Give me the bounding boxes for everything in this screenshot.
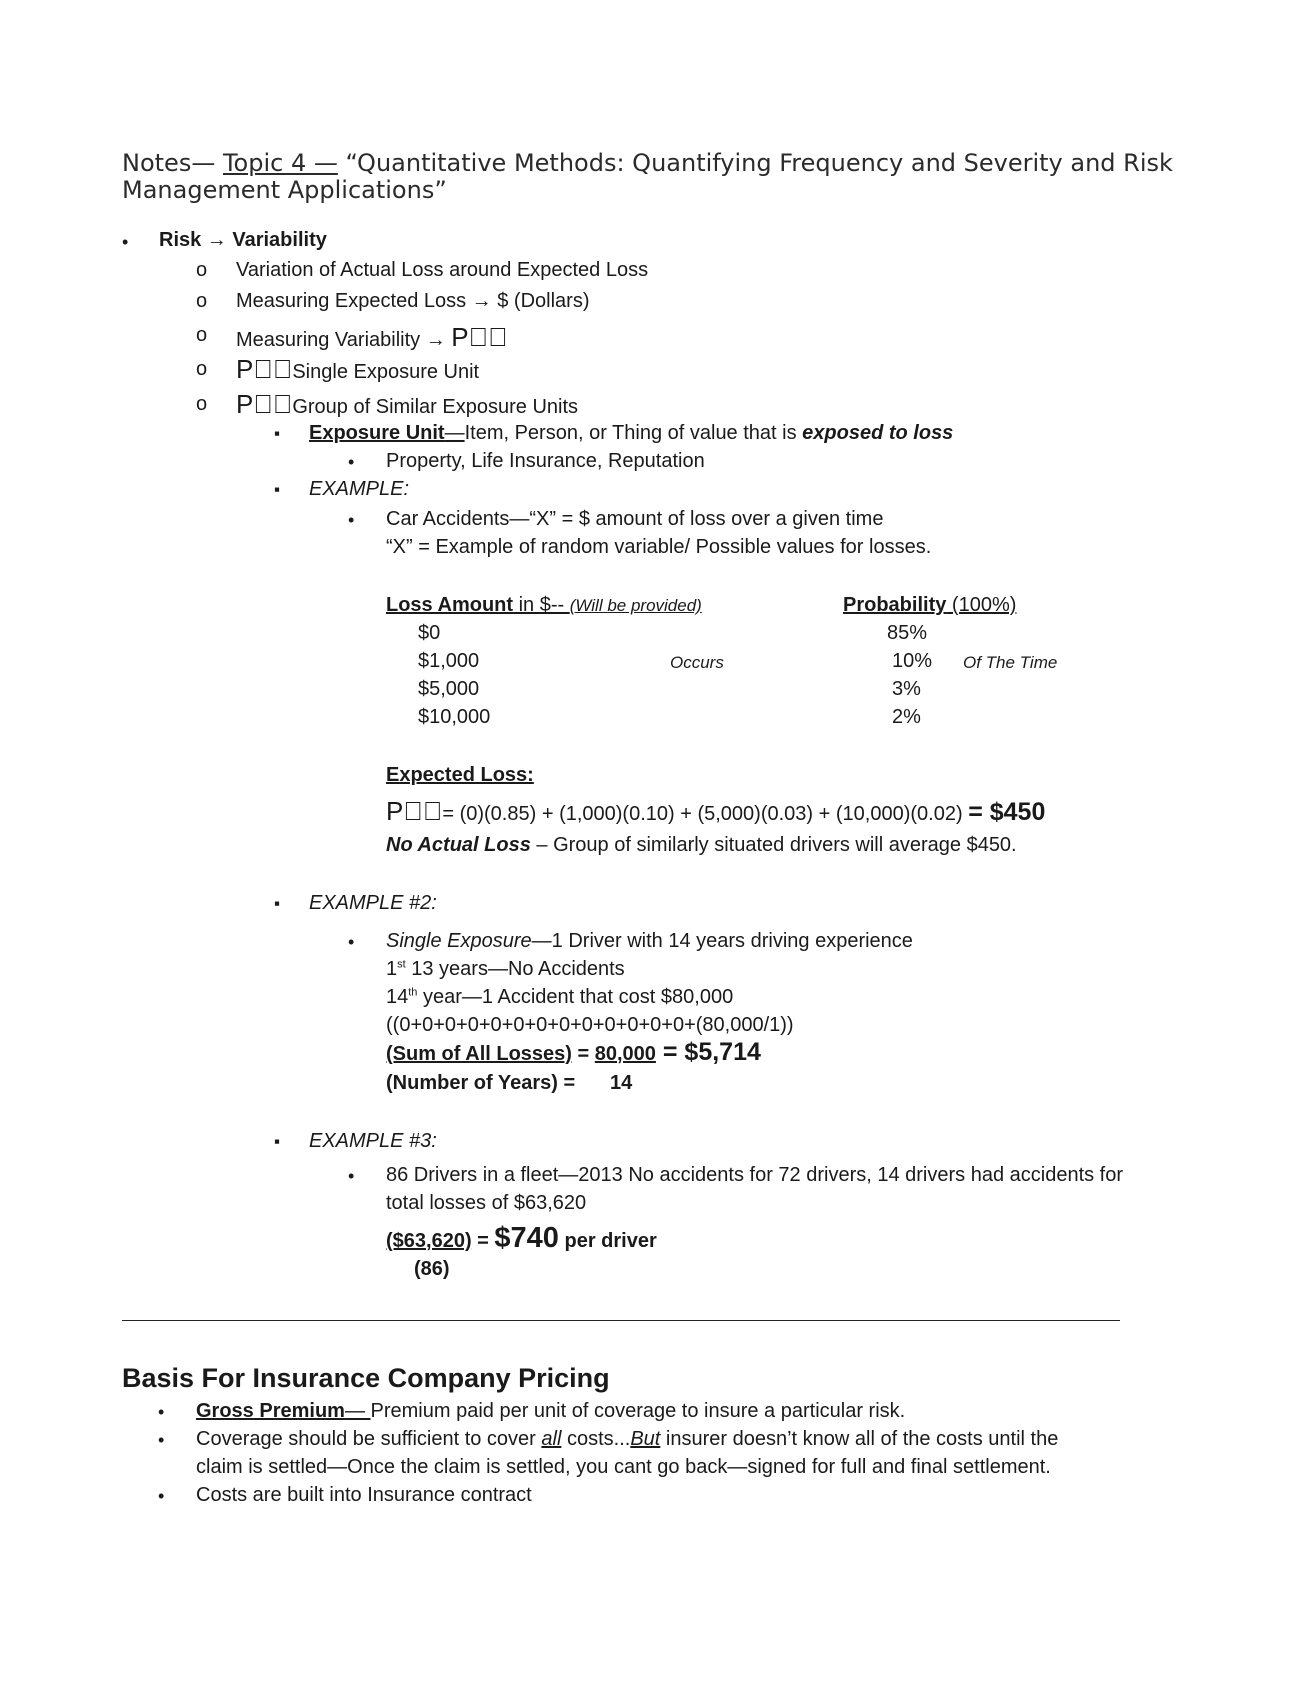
square-bullet-icon: ▪ bbox=[274, 424, 281, 443]
example2-line: Single Exposure—1 Driver with 14 years driving experience bbox=[386, 930, 913, 952]
expected-loss-formula: P★⃞= (0)(0.85) + (1,000)(0.10) + (5,000)(0.03) + (10,000)(0.02) = $450 bbox=[386, 796, 1046, 826]
topic-label: Topic 4 — bbox=[222, 149, 338, 177]
example2-years: 14 bbox=[610, 1072, 633, 1094]
example2-denominator: (Number of Years) = bbox=[386, 1072, 576, 1094]
section-divider bbox=[122, 1320, 1120, 1321]
square-bullet-icon: ▪ bbox=[274, 1132, 281, 1151]
circle-bullet-icon: o bbox=[196, 259, 208, 281]
example1-line: Car Accidents—“X” = $ amount of loss over a given time bbox=[386, 508, 884, 530]
example1-line: “X” = Example of random variable/ Possible values for losses. bbox=[386, 536, 932, 558]
bullet-icon: • bbox=[348, 510, 355, 530]
bullet-icon: • bbox=[348, 932, 355, 952]
expected-loss-note: No Actual Loss – Group of similarly situated drivers will average $450. bbox=[386, 834, 1017, 856]
example3-denominator: (86) bbox=[414, 1258, 450, 1280]
symbol-icon: P★⃞ bbox=[451, 322, 508, 352]
example2-fraction: (Sum of All Losses) = 80,000 = $5,714 bbox=[386, 1038, 761, 1066]
table-cell-amount: $5,000 bbox=[418, 678, 480, 700]
bullet-icon: • bbox=[158, 1402, 165, 1422]
exposure-unit-examples: Property, Life Insurance, Reputation bbox=[386, 450, 705, 472]
example3-line: 86 Drivers in a fleet—2013 No accidents for 72 drivers, 14 drivers had accidents for bbox=[386, 1164, 1124, 1186]
pricing-bullet: Coverage should be sufficient to cover all costs...But insurer doesn’t know all of the costs until the bbox=[196, 1428, 1059, 1450]
risk-subitem: Measuring Variability → P★⃞ bbox=[236, 322, 508, 352]
example2-line: 14th year—1 Accident that cost $80,000 bbox=[386, 986, 734, 1008]
example3-label: EXAMPLE #3: bbox=[309, 1130, 437, 1152]
risk-subitem: Variation of Actual Loss around Expected Loss bbox=[236, 259, 649, 281]
symbol-icon: P★⃞ bbox=[236, 354, 293, 384]
table-cell-probability: 3% bbox=[892, 678, 921, 700]
table-cell-probability: 2% bbox=[892, 706, 921, 728]
example2-line: 1st 13 years—No Accidents bbox=[386, 958, 625, 980]
page-title: Notes— Topic 4 — “Quantitative Methods: Quantifying Frequency and Severity and Risk Management Applications” bbox=[122, 149, 1173, 204]
circle-bullet-icon: o bbox=[196, 324, 208, 346]
risk-subitem: Measuring Expected Loss → $ (Dollars) bbox=[236, 290, 590, 312]
square-bullet-icon: ▪ bbox=[274, 480, 281, 499]
example3-fraction: ($63,620) = $740 per driver bbox=[386, 1222, 657, 1254]
bullet-icon: • bbox=[158, 1486, 165, 1506]
bullet-icon: • bbox=[158, 1430, 165, 1450]
example1-label: EXAMPLE: bbox=[309, 478, 410, 500]
circle-bullet-icon: o bbox=[196, 358, 208, 380]
table-cell-probability: 10% bbox=[892, 650, 933, 672]
symbol-icon: P★⃞ bbox=[236, 389, 293, 419]
bullet-icon: • bbox=[348, 452, 355, 472]
table-cell-amount: $1,000 bbox=[418, 650, 480, 672]
pricing-heading: Basis For Insurance Company Pricing bbox=[122, 1363, 610, 1393]
circle-bullet-icon: o bbox=[196, 290, 208, 312]
table-cell-probability: 85% bbox=[887, 622, 928, 644]
example2-label: EXAMPLE #2: bbox=[309, 892, 437, 914]
risk-subitem: P★⃞Single Exposure Unit bbox=[236, 354, 480, 384]
pricing-bullet-continued: claim is settled—Once the claim is settled, you cant go back—signed for full and final settlement. bbox=[196, 1456, 1051, 1478]
bullet-icon: • bbox=[122, 232, 129, 252]
risk-heading: Risk → Variability bbox=[159, 229, 327, 251]
circle-bullet-icon: o bbox=[196, 393, 208, 415]
table-header-probability: Probability (100%) bbox=[843, 594, 1017, 616]
example3-line: total losses of $63,620 bbox=[386, 1192, 587, 1214]
example2-line: ((0+0+0+0+0+0+0+0+0+0+0+0+0+(80,000/1)) bbox=[386, 1014, 794, 1036]
table-header-loss-amount: Loss Amount in $-- (Will be provided) bbox=[386, 594, 702, 616]
square-bullet-icon: ▪ bbox=[274, 894, 281, 913]
symbol-icon: P★⃞ bbox=[386, 796, 443, 826]
pricing-bullet: Gross Premium— Premium paid per unit of coverage to insure a particular risk. bbox=[196, 1400, 906, 1422]
bullet-icon: • bbox=[348, 1166, 355, 1186]
pricing-bullet: Costs are built into Insurance contract bbox=[196, 1484, 532, 1506]
table-cell-amount: $0 bbox=[418, 622, 441, 644]
expected-loss-label: Expected Loss: bbox=[386, 764, 534, 786]
risk-subitem: P★⃞Group of Similar Exposure Units bbox=[236, 389, 579, 419]
exposure-unit-definition: Exposure Unit—Item, Person, or Thing of value that is exposed to loss bbox=[309, 422, 954, 444]
table-note-of-the-time: Of The Time bbox=[963, 653, 1058, 672]
table-note-occurs: Occurs bbox=[670, 653, 724, 672]
table-cell-amount: $10,000 bbox=[418, 706, 491, 728]
